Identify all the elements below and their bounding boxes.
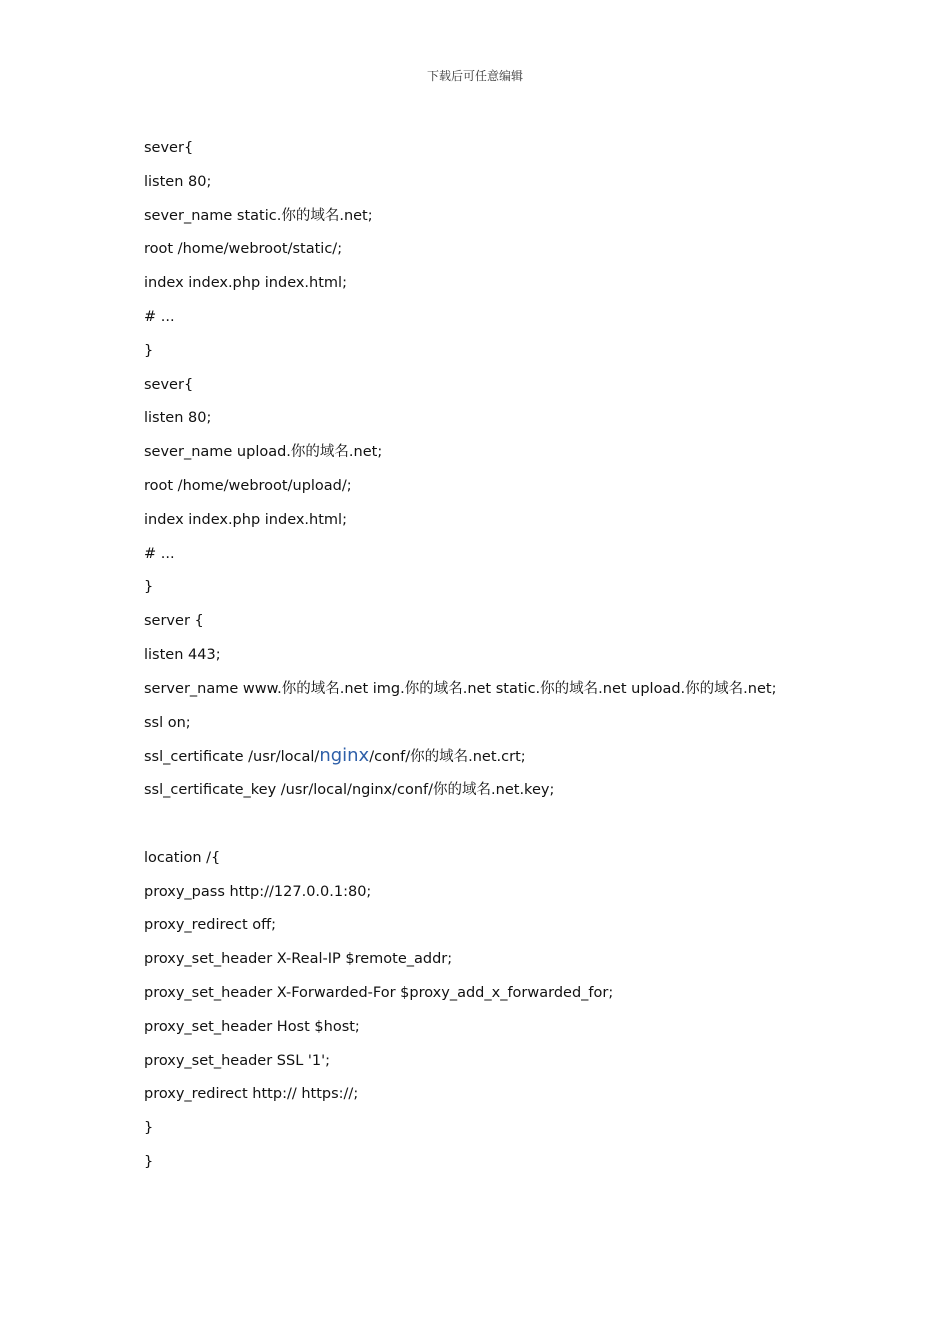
code-line: listen 443; — [144, 646, 221, 663]
code-line: } — [144, 342, 154, 359]
code-line: server_name www.你的域名.net img.你的域名.net static.你的域名.net upload.你的域名.net; — [144, 680, 777, 697]
code-line: proxy_set_header X-Real-IP $remote_addr; — [144, 951, 453, 968]
code-line: proxy_pass http://127.0.0.1:80; — [144, 883, 372, 900]
ssl-certificate-line — [144, 745, 904, 779]
code-line: sever_name static.你的域名.net; — [144, 207, 373, 224]
nginx-link[interactable]: nginx — [319, 745, 370, 767]
code-line: proxy_redirect off; — [144, 917, 277, 934]
code-line: } — [144, 1153, 154, 1170]
code-line: sever{ — [144, 376, 194, 393]
code-line: proxy_set_header SSL '1'; — [144, 1052, 330, 1069]
code-line: listen 80; — [144, 173, 212, 190]
code-body — [144, 137, 904, 1185]
code-line: ssl on; — [144, 714, 191, 731]
header-note: 下载后可任意编辑 — [426, 69, 523, 83]
code-line: # ... — [144, 308, 175, 325]
code-line: proxy_redirect http:// https://; — [144, 1086, 359, 1103]
code-line: sever{ — [144, 140, 194, 156]
code-line: location /{ — [144, 849, 221, 866]
code-line: } — [144, 1120, 154, 1137]
code-line: index index.php index.html; — [144, 511, 347, 528]
code-line: index index.php index.html; — [144, 275, 347, 292]
code-line: sever_name upload.你的域名.net; — [144, 444, 383, 461]
code-line: proxy_set_header X-Forwarded-For $proxy_add_x_forwarded_for; — [144, 984, 614, 1001]
code-line: root /home/webroot/upload/; — [144, 477, 352, 494]
code-line: proxy_set_header Host $host; — [144, 1018, 360, 1035]
code-line: # ... — [144, 545, 175, 562]
code-line: } — [144, 579, 154, 596]
code-line: listen 80; — [144, 410, 212, 427]
blank-line — [144, 813, 904, 847]
cert-suffix: /conf/你的域名.net.crt; — [369, 749, 526, 766]
code-line: server { — [144, 613, 204, 630]
code-line: ssl_certificate_key /usr/local/nginx/conf/你的域名.net.key; — [144, 782, 555, 799]
code-line: root /home/webroot/static/; — [144, 241, 343, 258]
cert-prefix: ssl_certificate /usr/local/ — [144, 749, 320, 766]
